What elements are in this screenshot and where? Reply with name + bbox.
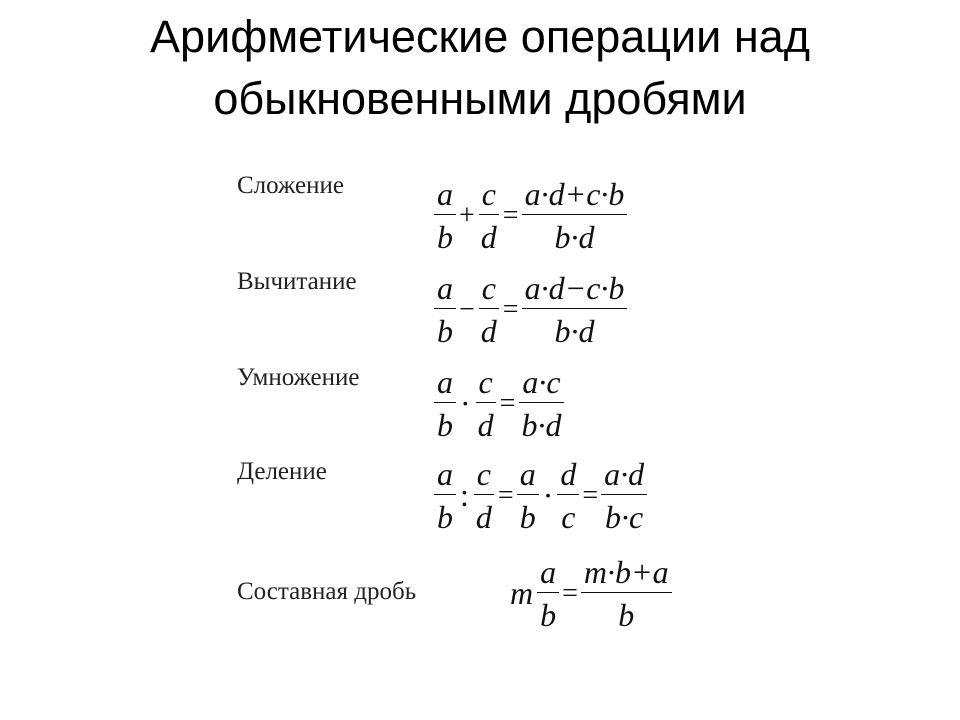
numerator: c xyxy=(474,456,494,495)
equals-sign: = xyxy=(562,577,578,609)
equals-sign: = xyxy=(502,199,519,231)
numerator: a·d+c·b xyxy=(522,176,628,215)
multiply-dot: · xyxy=(542,477,554,513)
whole-part: m xyxy=(510,575,534,611)
denominator: d xyxy=(477,407,494,443)
numerator: c xyxy=(476,364,496,403)
formula-division xyxy=(432,456,649,535)
result-fraction xyxy=(518,364,564,443)
fraction-a-b xyxy=(537,554,559,633)
numerator: a xyxy=(434,176,456,215)
result-fraction xyxy=(601,456,647,535)
title-line-2: обыкновенными дробями xyxy=(213,73,747,124)
equals-sign: = xyxy=(502,293,519,325)
numerator: a·d xyxy=(601,456,647,495)
divide-sign: : xyxy=(460,477,469,513)
denominator: b xyxy=(437,407,453,443)
formula-addition xyxy=(432,176,629,255)
denominator: b xyxy=(437,219,453,255)
plus-sign: + xyxy=(459,199,475,231)
numerator: a xyxy=(434,270,456,309)
denominator: b·c xyxy=(605,499,644,535)
fraction-a-b xyxy=(434,270,456,349)
fraction-a-b xyxy=(434,364,456,443)
equals-sign: = xyxy=(582,479,599,511)
denominator: d xyxy=(475,499,492,535)
result-fraction xyxy=(522,176,628,255)
formula-subtraction xyxy=(432,270,629,349)
fraction-c-d xyxy=(478,176,500,255)
label-mixed-fraction: Составная дробь xyxy=(237,578,417,605)
denominator: b xyxy=(437,313,453,349)
fraction-d-c-reciprocal xyxy=(557,456,579,535)
numerator: c xyxy=(479,176,499,215)
denominator: c xyxy=(561,499,576,535)
fraction-a-b xyxy=(434,456,456,535)
numerator: a xyxy=(517,456,539,495)
denominator: b·d xyxy=(554,219,595,255)
formula-mixed-fraction xyxy=(510,554,674,633)
numerator: a xyxy=(434,456,456,495)
numerator: m·b+a xyxy=(581,554,672,593)
multiply-dot: · xyxy=(460,385,471,421)
title-line-1: Арифметические операции над xyxy=(150,11,810,62)
denominator: b xyxy=(618,597,635,633)
fraction-c-d xyxy=(475,364,497,443)
minus-sign: − xyxy=(459,293,475,325)
denominator: b xyxy=(437,499,453,535)
label-multiplication: Умножение xyxy=(237,364,360,391)
slide-title xyxy=(0,6,960,130)
equals-sign: = xyxy=(499,387,516,419)
denominator: d xyxy=(480,313,497,349)
numerator: a xyxy=(537,554,559,593)
numerator: d xyxy=(557,456,579,495)
numerator: c xyxy=(479,270,499,309)
denominator: d xyxy=(480,219,497,255)
fraction-a-b xyxy=(434,176,456,255)
label-subtraction: Вычитание xyxy=(237,268,357,295)
numerator: a·c xyxy=(519,364,563,403)
denominator: b xyxy=(540,597,557,633)
fraction-c-d xyxy=(478,270,500,349)
denominator: b xyxy=(519,499,536,535)
denominator: b·d xyxy=(554,313,595,349)
fraction-c-d xyxy=(473,456,495,535)
equals-sign: = xyxy=(497,479,514,511)
denominator: b·d xyxy=(521,407,562,443)
formula-multiplication xyxy=(432,364,566,443)
fraction-a-b-repeat xyxy=(517,456,539,535)
result-fraction xyxy=(581,554,672,633)
numerator: a·d−c·b xyxy=(522,270,628,309)
numerator: a xyxy=(434,364,456,403)
label-addition: Сложение xyxy=(237,172,344,199)
result-fraction xyxy=(522,270,628,349)
label-division: Деление xyxy=(237,458,327,485)
